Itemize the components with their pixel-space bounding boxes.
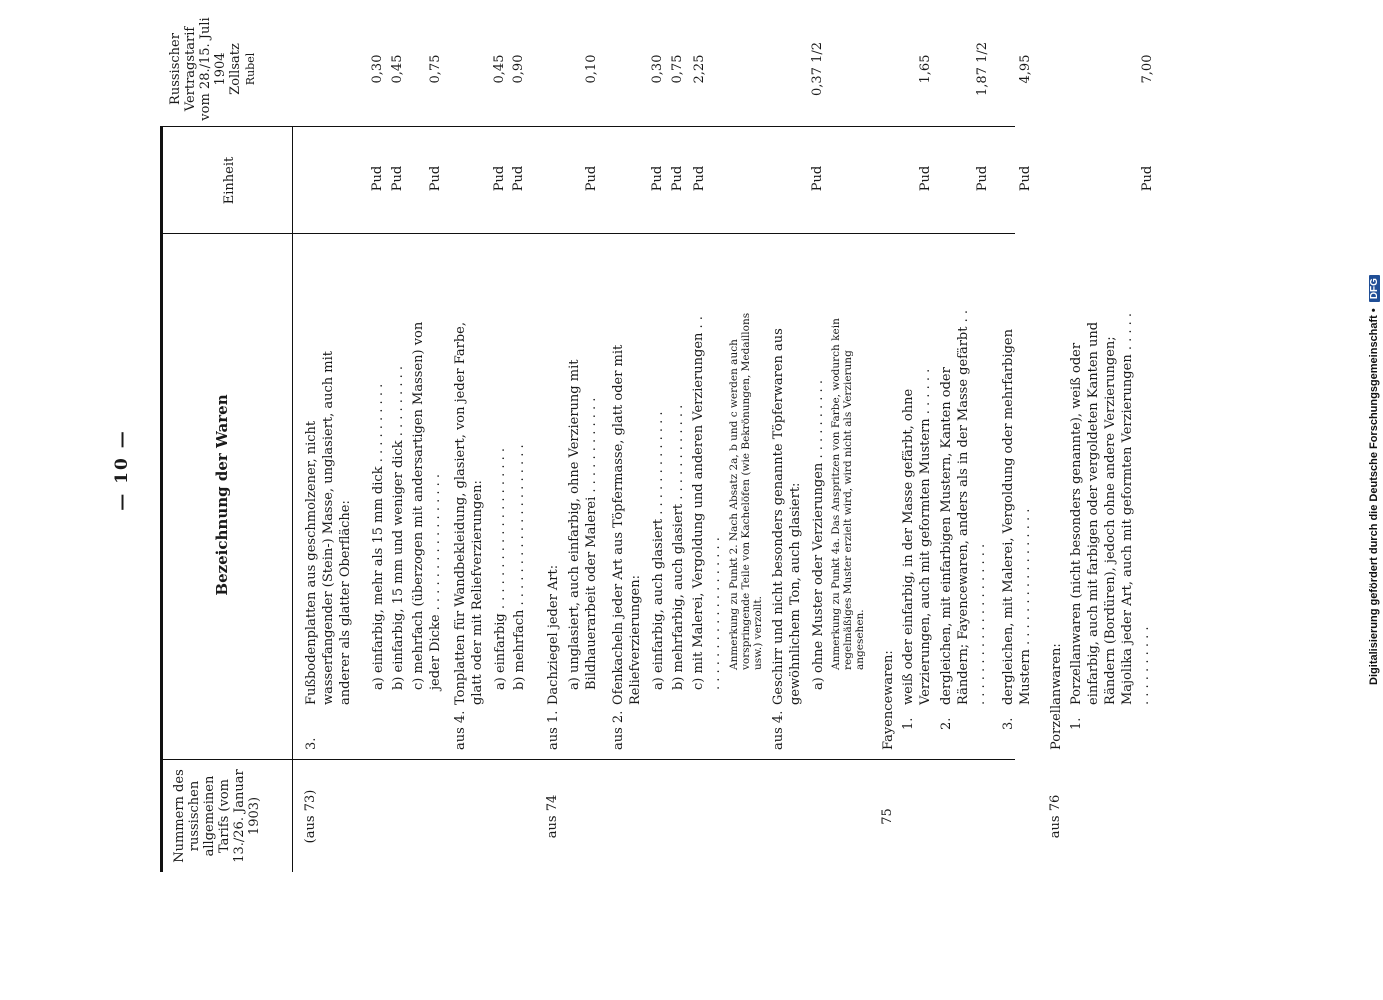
row-description: Dachziegel jeder Art: [546, 564, 561, 705]
row-number: aus 74 [545, 794, 560, 839]
row-description: Fußbodenplatten aus geschmolzener, nicht wasserfangender (Stein-) Masse, unglasiert, auch mit anderer als glatter Oberfläche: [304, 350, 353, 705]
row-unit: Pud [810, 165, 825, 192]
row-rate: 0,30 [650, 54, 665, 84]
row-unit: Pud [370, 165, 385, 192]
row-unit: Pud [428, 165, 443, 192]
row-description: a) unglasiert, auch einfarbig, ohne Verzierung mit Bildhauerarbeit oder Malerei . . . . . . . . . . . . [567, 359, 599, 690]
header-bezeichnung: Bezeichnung der Waren [213, 394, 231, 596]
row-description: a) einfarbig, mehr als 15 mm dick . . . . . . . . . . [371, 383, 386, 690]
table-top-rule [160, 127, 163, 872]
row-unit: Pud [1140, 165, 1155, 192]
row-position: 1. [901, 717, 916, 730]
header-einheit: Einheit [222, 156, 237, 205]
header-nummern: Nummern des russischen allgemeinen Tarifs (vom 13./26. Januar 1903) [172, 769, 262, 863]
row-unit: Pud [1018, 165, 1033, 192]
row-rate: 0,90 [511, 54, 526, 84]
header-tarif-title: Russischer Vertragstarif vom 28./15. Juli 1904 [168, 17, 228, 121]
row-rate: 1,87 1/2 [975, 42, 990, 96]
row-number: 75 [880, 808, 895, 825]
row-rate: 1,65 [918, 54, 933, 84]
row-description: c) mit Malerei, Vergoldung und anderen Verzierungen . . . . . . . . . . . . . . . . . . . . . [691, 316, 723, 690]
footer-text: Digitalisierung gefördert durch die Deutsche Forschungsgemeinschaft • [1368, 308, 1380, 685]
row-description: a) einfarbig . . . . . . . . . . . . . . . . . . . . [493, 447, 508, 690]
row-position: aus 1. [546, 710, 561, 750]
row-description: b) einfarbig, 15 mm und weniger dick . . . . . . . . . [391, 366, 406, 690]
row-unit: Pud [511, 165, 526, 192]
row-rate: 0,30 [370, 54, 385, 84]
header-tarif-zollsatz: Zollsatz [228, 43, 243, 95]
row-number: aus 76 [1048, 794, 1063, 839]
row-position: 1. [1069, 717, 1084, 730]
row-position: 3. [304, 737, 319, 750]
row-rate: 7,00 [1140, 54, 1155, 84]
row-description: Geschirr und nicht besonders genannte Töpferwaren aus gewöhnlichem Ton, auch glasiert: [771, 328, 803, 705]
row-unit: Pud [692, 165, 707, 192]
row-description: Fayencewaren: [881, 650, 896, 750]
row-unit: Pud [584, 165, 599, 192]
row-rate: 0,37 1/2 [810, 42, 825, 96]
row-unit: Pud [492, 165, 507, 192]
row-description: Ofenkacheln jeder Art aus Töpfermasse, glatt oder mit Reliefverzierungen: [611, 344, 643, 705]
row-position: aus 2. [611, 710, 626, 750]
row-note: Anmerkung zu Punkt 2. Nach Absatz 2a, b und c werden auch vorspringende Teile von Kachelöfen (wie Bekrönungen, Medaillons usw.) verzollt. [728, 312, 764, 670]
row-description: b) mehrfach . . . . . . . . . . . . . . . . . . . . [512, 444, 527, 690]
column-divider-2 [160, 233, 1015, 234]
row-rate: 0,75 [670, 54, 685, 84]
footer-credit [1368, 0, 1380, 960]
header-bottom-rule [292, 127, 293, 872]
row-description: a) einfarbig, auch glasiert . . . . . . . . . . . . . [651, 411, 666, 690]
row-unit: Pud [918, 165, 933, 192]
row-description: Porzellanwaren: [1049, 643, 1064, 750]
header-tarif-rubel: Rubel [244, 52, 257, 86]
row-rate: 0,45 [492, 54, 507, 84]
dfg-badge: DFG [1369, 275, 1380, 302]
row-unit: Pud [650, 165, 665, 192]
row-description: weiß oder einfarbig, in der Masse gefärbt, ohne Verzierungen, auch mit geformten Mustern . . . . . . [901, 368, 933, 705]
header-tarif [168, 14, 258, 124]
row-description: b) mehrfarbig, auch glasiert . . . . . . . . . . . . [671, 404, 686, 690]
row-description: a) ohne Muster oder Verzierungen . . . . . . . . . . [811, 380, 826, 690]
row-description: dergleichen, mit Malerei, Vergoldung oder mehrfarbigen Mustern . . . . . . . . . . . . . . . . . [1001, 329, 1033, 705]
row-description: dergleichen, mit einfarbigen Mustern, Kanten oder Rändern; Fayencewaren, anders als in der Masse gefärbt . . . . . . . . . . . . . . . . . . . . . . [939, 309, 988, 705]
row-position: 3. [1001, 717, 1016, 730]
row-note: Anmerkung zu Punkt 4a. Das Anspritzen von Farbe, wodurch kein regelmäßiges Muster erzielt wird, wird nicht als Verzierung angesehen. [830, 318, 866, 670]
row-rate: 0,75 [428, 54, 443, 84]
row-unit: Pud [975, 165, 990, 192]
row-rate: 0,45 [390, 54, 405, 84]
row-unit: Pud [670, 165, 685, 192]
row-unit: Pud [390, 165, 405, 192]
row-rate: 4,95 [1018, 54, 1033, 84]
row-position: 2. [939, 717, 954, 730]
row-rate: 0,10 [584, 54, 599, 84]
row-position: aus 4. [453, 710, 468, 750]
row-description: c) mehrfach (überzogen mit andersartigen Massen) von jeder Dicke . . . . . . . . . . . . . . . . . [411, 321, 443, 690]
row-number: (aus 73) [303, 789, 318, 844]
row-position: aus 4. [771, 710, 786, 750]
row-rate: 2,25 [692, 54, 707, 84]
row-description: Tonplatten für Wandbekleidung, glasiert, von jeder Farbe, glatt oder mit Reliefverzierungen: [453, 322, 485, 705]
row-description: Porzellanwaren (nicht besonders genannte), weiß oder einfarbig, auch mit farbigen oder vergoldeten Kanten und Rändern (Bordüren), jedoch ohne andere Verzierungen; Majolika jeder Art, auch mit geformten Verzierungen . . . . . . . . . . . . . . . [1069, 312, 1152, 705]
page-number: — 10 — [112, 429, 132, 511]
